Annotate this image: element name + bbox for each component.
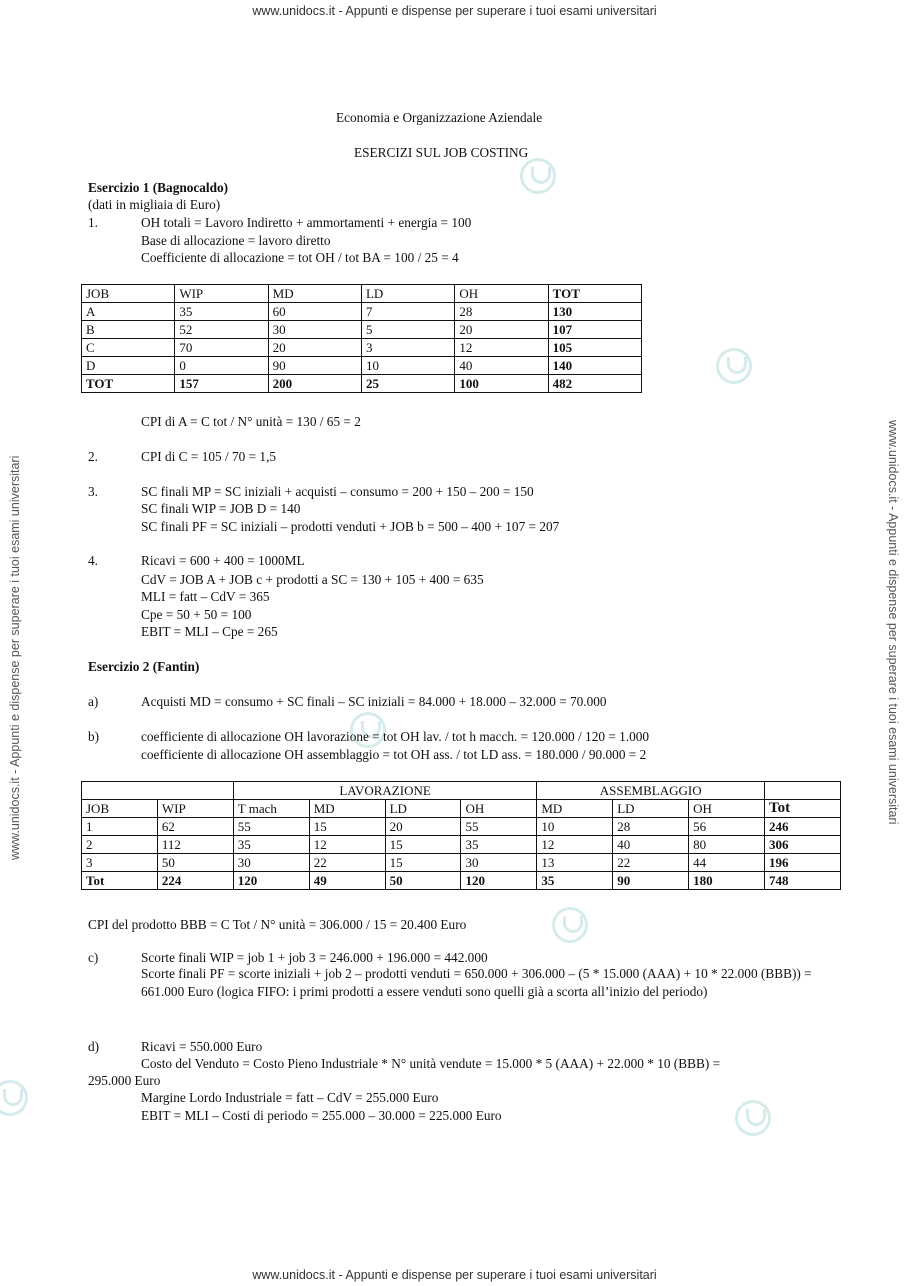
item-number: 3. — [88, 484, 98, 499]
table-cell: 62 — [157, 818, 233, 836]
table-cell: 105 — [548, 339, 641, 357]
table-cell: 35 — [461, 836, 537, 854]
table-cell: 12 — [455, 339, 548, 357]
table-cell: 80 — [689, 836, 765, 854]
item-number: a) — [88, 694, 99, 709]
table-cell: 40 — [613, 836, 689, 854]
table-cell: 10 — [361, 357, 454, 375]
table-cell: 20 — [385, 818, 461, 836]
table-header: LD — [361, 285, 454, 303]
table-row — [82, 339, 642, 357]
text-line: 295.000 Euro — [88, 1073, 161, 1088]
table-header: JOB — [82, 285, 175, 303]
table-header: MD — [309, 800, 385, 818]
table-header: WIP — [175, 285, 268, 303]
table-cell — [765, 782, 841, 800]
table-group-header: ASSEMBLAGGIO — [537, 782, 765, 800]
table-cell: 7 — [361, 303, 454, 321]
table-cell: 28 — [613, 818, 689, 836]
table-row — [82, 854, 841, 872]
table-cell: 107 — [548, 321, 641, 339]
table-cell: 5 — [361, 321, 454, 339]
text-line: CdV = JOB A + JOB c + prodotti a SC = 130 + 105 + 400 = 635 — [141, 572, 484, 587]
table-cell: 180 — [689, 872, 765, 890]
table-cell: A — [82, 303, 175, 321]
table-cell: 112 — [157, 836, 233, 854]
course-title: Economia e Organizzazione Aziendale — [336, 110, 543, 125]
table-cell: 130 — [548, 303, 641, 321]
text-line: coefficiente di allocazione OH lavorazione = tot OH lav. / tot h macch. = 120.000 / 120 = 1.000 — [141, 729, 650, 744]
table-cell: 55 — [461, 818, 537, 836]
table-cell: 306 — [765, 836, 841, 854]
table-cell: 200 — [268, 375, 361, 393]
text-line: EBIT = MLI – Costi di periodo = 255.000 – 30.000 = 225.000 Euro — [141, 1108, 502, 1123]
table-cell: 56 — [689, 818, 765, 836]
table-cell: 3 — [82, 854, 158, 872]
text-line: SC finali MP = SC iniziali + acquisti – consumo = 200 + 150 – 200 = 150 — [141, 484, 534, 499]
table-cell: D — [82, 357, 175, 375]
watermark-right: www.unidocs.it - Appunti e dispense per superare i tuoi esami universitari — [886, 420, 900, 825]
text-line: Cpe = 50 + 50 = 100 — [141, 607, 252, 622]
table-cell: 25 — [361, 375, 454, 393]
table-cell: 90 — [268, 357, 361, 375]
table-cell: 3 — [361, 339, 454, 357]
text-line: Scorte finali WIP = job 1 + job 3 = 246.000 + 196.000 = 442.000 — [141, 950, 488, 965]
table-cell: 44 — [689, 854, 765, 872]
item-number: c) — [88, 950, 99, 965]
table-cell: 1 — [82, 818, 158, 836]
table-cell — [82, 782, 234, 800]
table-cell: 40 — [455, 357, 548, 375]
table-cell: 60 — [268, 303, 361, 321]
text-paragraph: Scorte finali PF = scorte iniziali + job 2 – prodotti venduti = 650.000 + 306.000 – (5 * 15.000 (AAA) + 10 * 22.000 (BBB)) = 661.000 Euro (logica FIFO: i primi prodotti a essere venduti sono quelli già a scorta all’inizio del periodo) — [141, 966, 812, 999]
table-cell: 100 — [455, 375, 548, 393]
item-number: b) — [88, 729, 100, 744]
table-cell: 70 — [175, 339, 268, 357]
watermark-bottom: www.unidocs.it - Appunti e dispense per superare i tuoi esami universitari — [252, 1268, 657, 1282]
table-row — [82, 303, 642, 321]
table-cell: 90 — [613, 872, 689, 890]
table-cell: 55 — [233, 818, 309, 836]
table-cell: 748 — [765, 872, 841, 890]
text-line: MLI = fatt – CdV = 365 — [141, 589, 270, 604]
watermark-logo-icon — [0, 1080, 28, 1116]
table-cell: 246 — [765, 818, 841, 836]
watermark-logo-icon — [552, 907, 588, 943]
text-line: Costo del Venduto = Costo Pieno Industriale * N° unità vendute = 15.000 * 5 (AAA) + 22.000 * 10 (BBB) = — [141, 1056, 721, 1071]
table-cell: 224 — [157, 872, 233, 890]
table-header: Tot — [765, 800, 841, 818]
text-line: coefficiente di allocazione OH assemblaggio = tot OH ass. / tot LD ass. = 180.000 / 90.000 = 2 — [141, 747, 647, 762]
table-cell: 157 — [175, 375, 268, 393]
table-cell: 22 — [309, 854, 385, 872]
table-cell: 12 — [309, 836, 385, 854]
table-cell: 120 — [461, 872, 537, 890]
text-line: OH totali = Lavoro Indiretto + ammortamenti + energia = 100 — [141, 215, 472, 230]
table-cell: 140 — [548, 357, 641, 375]
item-number: 1. — [88, 215, 98, 230]
table-header-row — [82, 285, 642, 303]
text-line: Acquisti MD = consumo + SC finali – SC iniziali = 84.000 + 18.000 – 32.000 = 70.000 — [141, 694, 607, 709]
table-cell: TOT — [82, 375, 175, 393]
watermark-left: www.unidocs.it - Appunti e dispense per superare i tuoi esami universitari — [8, 455, 22, 860]
table-header: MD — [537, 800, 613, 818]
page-title: ESERCIZI SUL JOB COSTING — [354, 145, 529, 160]
table-cell: 30 — [461, 854, 537, 872]
table-row — [82, 357, 642, 375]
job-table-1 — [81, 284, 642, 393]
text-line: Margine Lordo Industriale = fatt – CdV = 255.000 Euro — [141, 1090, 439, 1105]
text-line: Coefficiente di allocazione = tot OH / tot BA = 100 / 25 = 4 — [141, 250, 459, 265]
text-line: Base di allocazione = lavoro diretto — [141, 233, 331, 248]
table-cell: 15 — [385, 836, 461, 854]
exercise-1-title: Esercizio 1 (Bagnocaldo) — [88, 180, 229, 195]
table-cell: 10 — [537, 818, 613, 836]
item-number: d) — [88, 1039, 100, 1054]
table-row — [82, 321, 642, 339]
table-header: OH — [461, 800, 537, 818]
table-cell: 15 — [309, 818, 385, 836]
table-cell: 196 — [765, 854, 841, 872]
table-header: LD — [613, 800, 689, 818]
table-cell: 35 — [537, 872, 613, 890]
table-header: JOB — [82, 800, 158, 818]
table-cell: 22 — [613, 854, 689, 872]
table-cell: 482 — [548, 375, 641, 393]
table-cell: 30 — [233, 854, 309, 872]
table-cell: 50 — [385, 872, 461, 890]
watermark-top: www.unidocs.it - Appunti e dispense per superare i tuoi esami universitari — [252, 4, 657, 18]
table-total-row — [82, 375, 642, 393]
table-cell: C — [82, 339, 175, 357]
exercise-1-subtitle: (dati in migliaia di Euro) — [88, 197, 221, 212]
text-line: CPI di C = 105 / 70 = 1,5 — [141, 449, 277, 464]
table-header: T mach — [233, 800, 309, 818]
table-cell: Tot — [82, 872, 158, 890]
table-cell: 50 — [157, 854, 233, 872]
table-cell: 35 — [175, 303, 268, 321]
table-header-row — [82, 800, 841, 818]
table-row — [82, 818, 841, 836]
text-line: EBIT = MLI – Cpe = 265 — [141, 624, 278, 639]
text-line: Ricavi = 600 + 400 = 1000ML — [141, 553, 305, 568]
table-cell: 2 — [82, 836, 158, 854]
exercise-2-title: Esercizio 2 (Fantin) — [88, 659, 200, 674]
table-cell: 28 — [455, 303, 548, 321]
watermark-logo-icon — [735, 1100, 771, 1136]
table-header: TOT — [548, 285, 641, 303]
item-number: 4. — [88, 553, 98, 568]
watermark-logo-icon — [716, 348, 752, 384]
text-line: CPI del prodotto BBB = C Tot / N° unità = 306.000 / 15 = 20.400 Euro — [88, 917, 467, 932]
table-cell: 52 — [175, 321, 268, 339]
table-cell: 0 — [175, 357, 268, 375]
text-line: Ricavi = 550.000 Euro — [141, 1039, 263, 1054]
table-cell: 30 — [268, 321, 361, 339]
table-cell: 20 — [455, 321, 548, 339]
table-header: LD — [385, 800, 461, 818]
table-group-header: LAVORAZIONE — [233, 782, 537, 800]
job-table-2 — [81, 781, 841, 890]
table-header: OH — [689, 800, 765, 818]
table-cell: 13 — [537, 854, 613, 872]
table-cell: 12 — [537, 836, 613, 854]
table-header: MD — [268, 285, 361, 303]
watermark-logo-icon — [520, 158, 556, 194]
table-cell: 20 — [268, 339, 361, 357]
text-line: SC finali PF = SC iniziali – prodotti venduti + JOB b = 500 – 400 + 107 = 207 — [141, 519, 560, 534]
table-header: WIP — [157, 800, 233, 818]
text-line: SC finali WIP = JOB D = 140 — [141, 501, 301, 516]
table-cell: 35 — [233, 836, 309, 854]
item-number: 2. — [88, 449, 98, 464]
table-cell: B — [82, 321, 175, 339]
table-header: OH — [455, 285, 548, 303]
text-line: CPI di A = C tot / N° unità = 130 / 65 = 2 — [141, 414, 361, 429]
table-cell: 49 — [309, 872, 385, 890]
table-group-row — [82, 782, 841, 800]
table-cell: 120 — [233, 872, 309, 890]
table-row — [82, 836, 841, 854]
table-total-row — [82, 872, 841, 890]
table-cell: 15 — [385, 854, 461, 872]
